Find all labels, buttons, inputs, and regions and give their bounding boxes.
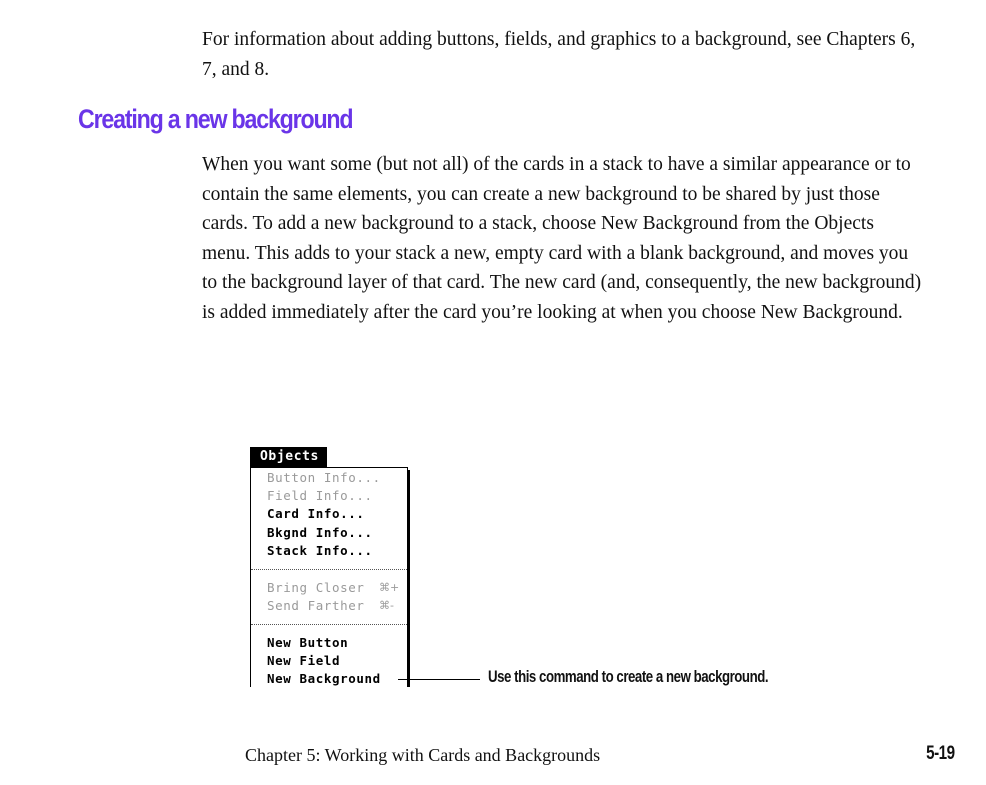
bring-closer-shortcut: ⌘+ [379,581,400,594]
menu-item-new-field[interactable]: New Field [267,653,341,668]
send-farther-shortcut: ⌘- [379,599,394,612]
page-number: 5-19 [926,743,955,764]
intro-paragraph: For information about adding buttons, fields, and graphics to a background, see Chapters 6, 7, and 8. [202,29,916,80]
menu-item-new-button[interactable]: New Button [267,635,349,650]
callout-text: Use this command to create a new background. [488,667,769,686]
menu-item-card-info[interactable]: Card Info... [267,506,365,521]
menu-item-stack-info[interactable]: Stack Info... [267,543,373,558]
footer-chapter: Chapter 5: Working with Cards and Backgrounds [245,745,601,765]
menu-item-field-info[interactable]: Field Info... [267,488,373,503]
menu-item-send-farther[interactable]: Send Farther [267,598,365,613]
callout-line [398,679,480,680]
section-heading: Creating a new background [78,104,353,134]
menu-item-button-info[interactable]: Button Info... [267,470,381,485]
objects-menu-title[interactable]: Objects [250,447,327,467]
menu-item-bring-closer[interactable]: Bring Closer [267,580,365,595]
menu-separator [251,624,407,625]
objects-menu [250,467,408,687]
body-paragraph: When you want some (but not all) of the cards in a stack to have a similar appearance or to contain the same elements, you can create a new background to be shared by just those cards. To add a new background to a stack, choose New Background from the Objects menu. This adds to your stack a new, empty card with a blank background, and moves you to the background layer of that card. The new card (and, consequently, the new background) is added immediately after the card you’re looking at when you choose New Background. [202,154,922,323]
menu-separator [251,569,407,570]
menu-item-bkgnd-info[interactable]: Bkgnd Info... [267,525,373,540]
menu-item-new-background[interactable]: New Background [267,671,381,686]
